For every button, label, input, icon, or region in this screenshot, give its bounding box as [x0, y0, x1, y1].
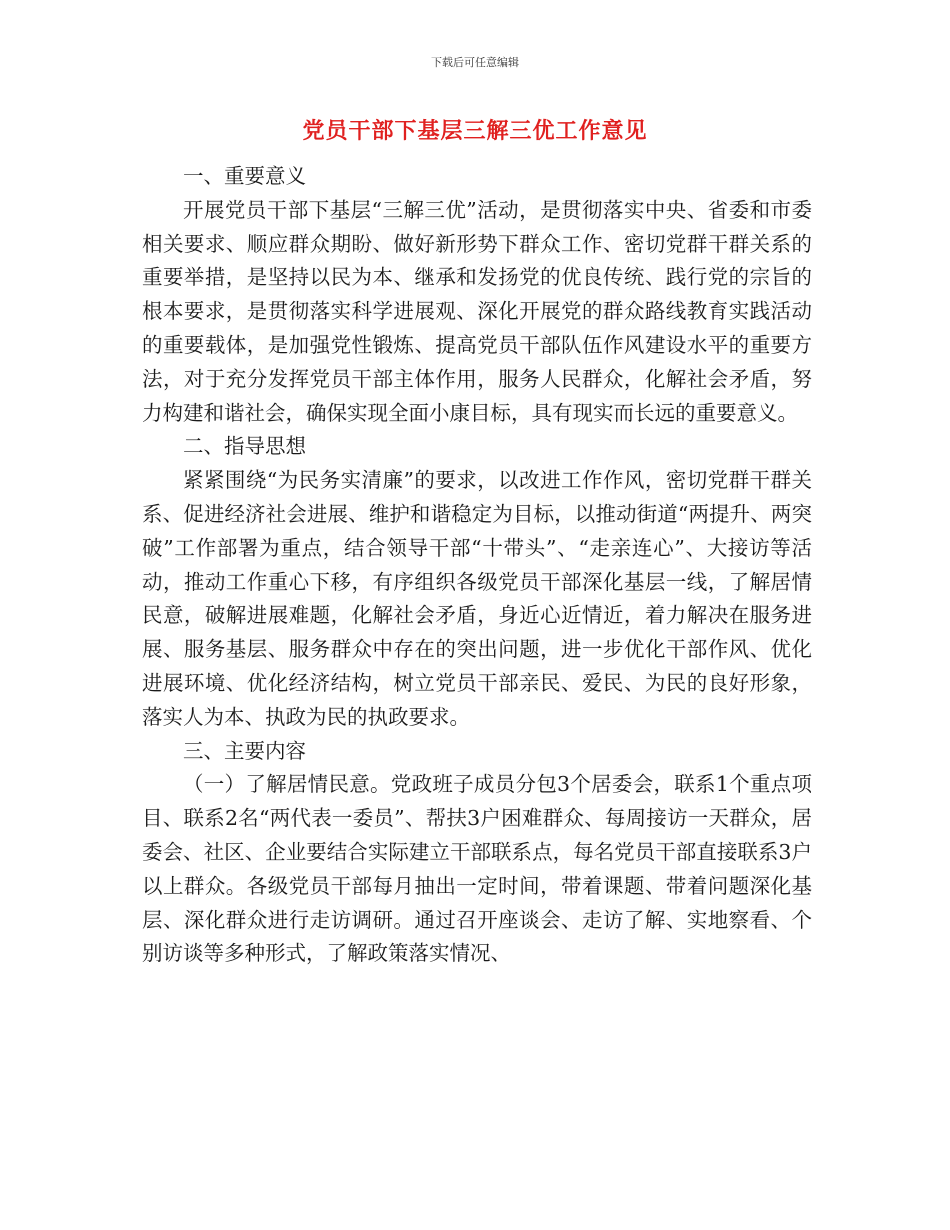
document-body: [142, 160, 812, 971]
document-title: 党员干部下基层三解三优工作意见: [302, 119, 648, 144]
paragraph-3: （一）了解居情民意。党政班子成员分包3个居委会，联系1个重点项目、联系2名“两代表一委员”、帮扶3户困难群众、每周接访一天群众，居委会、社区、企业要结合实际建立干部联系点，每名党员干部直接联系3户以上群众。各级党员干部每月抽出一定时间，带着课题、带着问题深化基层、深化群众进行走访调研。通过召开座谈会、走访了解、实地察看、个别访谈等多种形式，了解政策落实情况、: [142, 772, 812, 966]
section-heading-2: 二、指导思想: [183, 434, 306, 459]
section-heading-1: 一、重要意义: [183, 164, 306, 188]
header-note: 下载后可任意编辑: [431, 56, 519, 69]
paragraph-2: 紧紧围绕“为民务实清廉”的要求，以改进工作作风，密切党群干群关系、促进经济社会进展、维护和谐稳定为目标，以推动街道“两提升、两突破”工作部署为重点，结合领导干部“十带头”、“走亲连心”、大接访等活动，推动工作重心下移，有序组织各级党员干部深化基层一线，了解居情民意，破解进展难题，化解社会矛盾，身近心近情近，着力解决在服务进展、服务基层、服务群众中存在的突出问题，进一步优化干部作风、优化进展环境、优化经济结构，树立党员干部亲民、爱民、为民的良好形象，落实人为本、执政为民的执政要求。: [142, 468, 812, 729]
paragraph-1: 开展党员干部下基层“三解三优”活动，是贯彻落实中央、省委和市委相关要求、顺应群众期盼、做好新形势下群众工作、密切党群干群关系的重要举措，是坚持以民为本、继承和发扬党的优良传统、践行党的宗旨的根本要求，是贯彻落实科学进展观、深化开展党的群众路线教育实践活动的重要载体，是加强党性锻炼、提高党员干部队伍作风建设水平的重要方法，对于充分发挥党员干部主体作用，服务人民群众，化解社会矛盾，努力构建和谐社会，确保实现全面小康目标，具有现实而长远的重要意义。: [142, 197, 812, 425]
section-heading-3: 三、主要内容: [183, 738, 306, 763]
